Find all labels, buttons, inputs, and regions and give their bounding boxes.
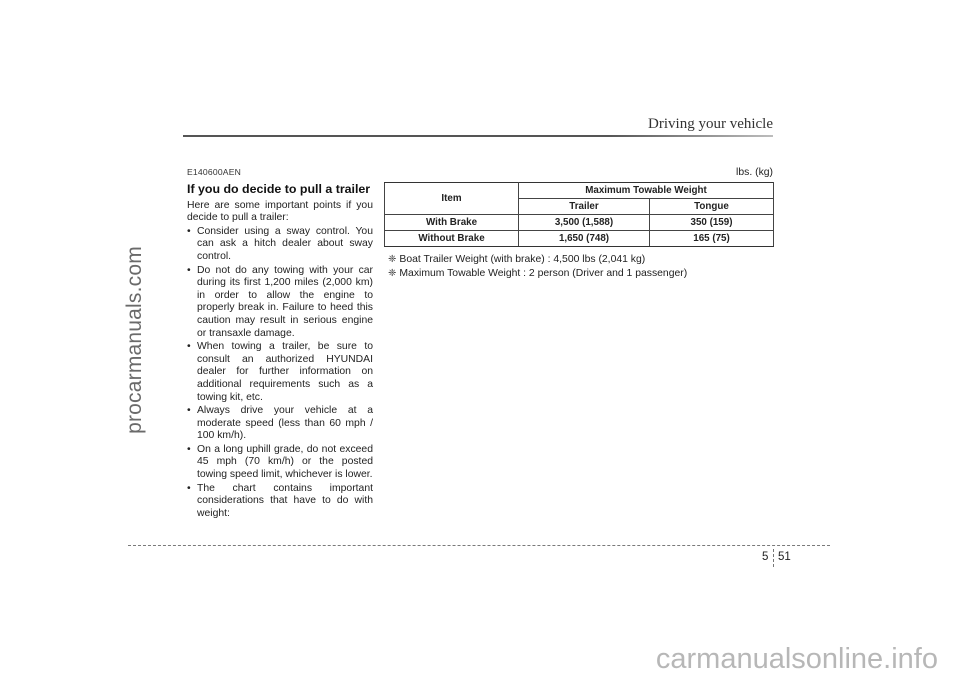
bullet-text: The chart contains important considerations that have to do with weight: xyxy=(197,482,373,519)
table-row xyxy=(385,231,774,247)
footer-page-number: 51 xyxy=(778,551,791,563)
note-item xyxy=(388,267,687,281)
bullet-text: Do not do any towing with your car during its first 1,200 miles (2,000 km) in order to allow the engine to properly break in. Failure to heed this caution may result in serious engine or transaxle damage. xyxy=(197,264,373,339)
header-max-towable-weight: Maximum Towable Weight xyxy=(519,183,774,199)
trailer-tips-column xyxy=(187,166,373,521)
bullet-text: When towing a trailer, be sure to consult an authorized HYUNDAI dealer for further information on additional requirements such as a towing kit, etc. xyxy=(197,341,373,403)
towable-weight-table xyxy=(384,182,774,247)
bullet-icon: • xyxy=(187,482,191,494)
bullet-text: On a long uphill grade, do not exceed 45 mph (70 km/h) or the posted towing speed limit, whichever is lower. xyxy=(197,443,373,481)
list-item xyxy=(187,444,373,482)
header-trailer: Trailer xyxy=(519,199,650,215)
list-item xyxy=(187,265,373,341)
note-text: Maximum Towable Weight : 2 person (Driver and 1 passenger) xyxy=(399,268,688,279)
footer-separator xyxy=(773,549,774,567)
bullet-text: Consider using a sway control. You can ask a hitch dealer about sway control. xyxy=(197,225,373,262)
footer-section-number: 5 xyxy=(762,551,769,563)
table-header-row xyxy=(385,183,774,199)
row-trailer: 1,650 (748) xyxy=(519,231,650,247)
list-item xyxy=(187,341,373,404)
note-mark-icon: ❈ xyxy=(388,254,397,265)
side-watermark: procarmanuals.com xyxy=(123,246,146,434)
section-heading: If you do decide to pull a trailer xyxy=(187,181,371,196)
bullet-icon: • xyxy=(187,341,191,353)
footer-divider xyxy=(128,545,830,546)
list-item xyxy=(187,226,373,264)
bullet-text: Always drive your vehicle at a moderate speed (less than 60 mph / 100 km/h). xyxy=(197,405,373,442)
note-text: Boat Trailer Weight (with brake) : 4,500 lbs (2,041 kg) xyxy=(399,254,646,265)
section-code: E140600AEN xyxy=(187,167,242,177)
list-item xyxy=(187,483,373,521)
table-row xyxy=(385,215,774,231)
row-item: With Brake xyxy=(385,215,519,231)
bottom-watermark: carmanualsonline.info xyxy=(655,643,938,675)
note-item xyxy=(388,253,687,267)
page-header-title: Driving your vehicle xyxy=(648,116,773,132)
list-item xyxy=(187,405,373,443)
bullet-icon: • xyxy=(187,405,191,417)
section-intro: Here are some important points if you decide to pull a trailer: xyxy=(187,199,373,224)
header-item: Item xyxy=(385,183,519,215)
bullet-icon: • xyxy=(187,443,191,455)
header-tongue: Tongue xyxy=(650,199,774,215)
bullet-icon: • xyxy=(187,264,191,276)
row-tongue: 350 (159) xyxy=(650,215,774,231)
tips-list xyxy=(187,226,373,521)
bullet-icon: • xyxy=(187,225,191,237)
note-mark-icon: ❈ xyxy=(388,268,397,279)
row-trailer: 3,500 (1,588) xyxy=(519,215,650,231)
header-divider xyxy=(183,135,773,137)
table-unit-label: lbs. (kg) xyxy=(736,167,773,178)
row-tongue: 165 (75) xyxy=(650,231,774,247)
row-item: Without Brake xyxy=(385,231,519,247)
table-notes xyxy=(388,253,687,281)
